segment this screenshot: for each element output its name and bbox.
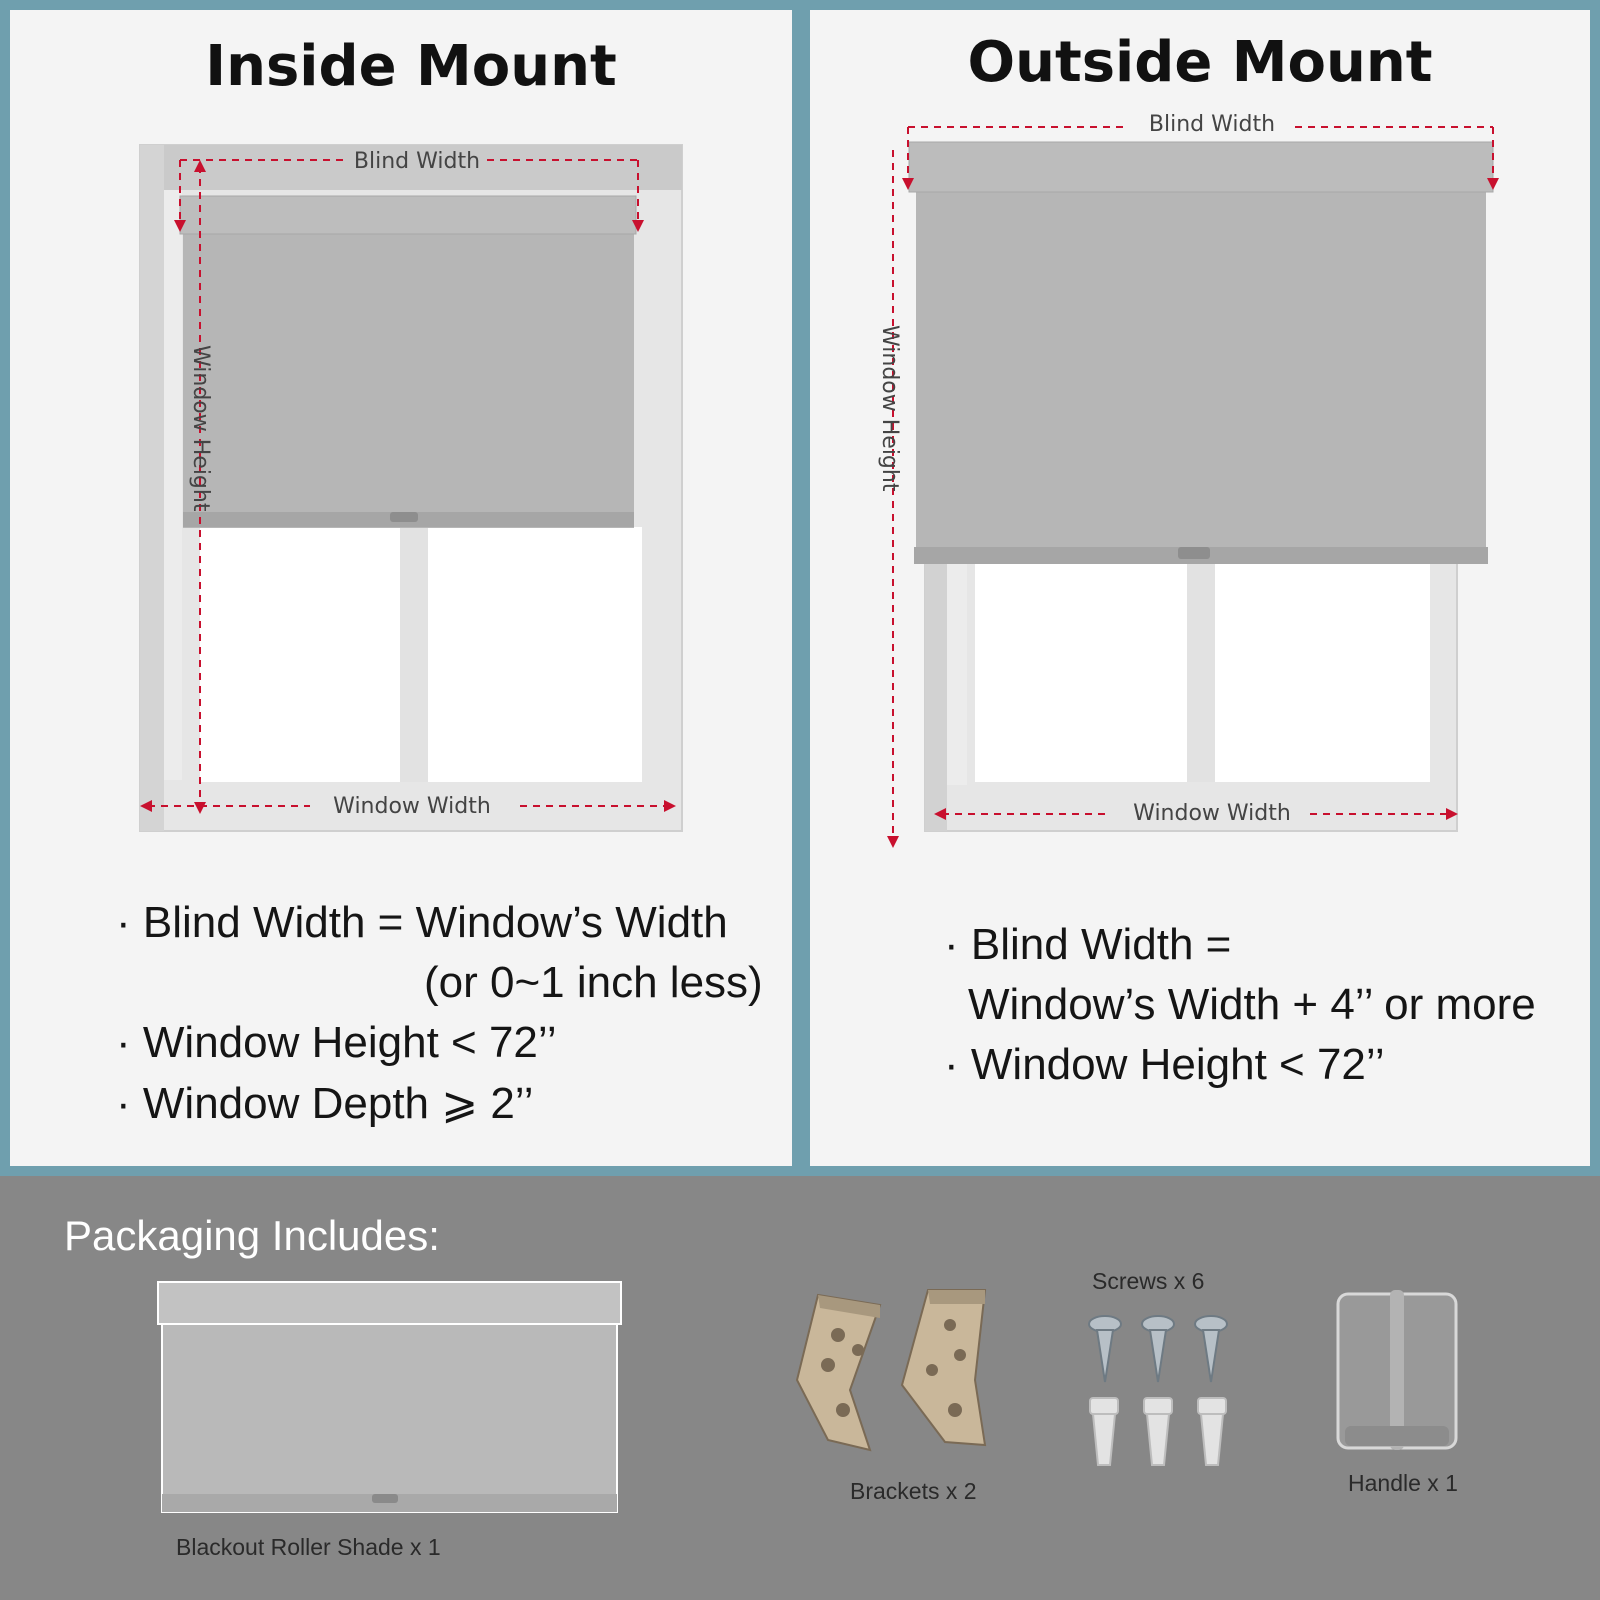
outside-blind-width-label: Blind Width [1148, 112, 1276, 137]
inside-window-width-label: Window Width [333, 794, 491, 819]
package-anchors [1090, 1398, 1226, 1465]
package-roller-shade [158, 1282, 621, 1512]
outside-window-height-label: Window Height [877, 325, 902, 492]
anchor-2 [1144, 1398, 1172, 1465]
outside-bullet-1: · Blind Width = [944, 920, 1232, 969]
outside-mount-title: Outside Mount [967, 30, 1433, 95]
inside-mount-title: Inside Mount [205, 34, 617, 99]
inside-bullet-3: · Window Depth ⩾ 2’’ [116, 1079, 534, 1128]
screw-3 [1195, 1316, 1227, 1382]
package-bracket-right [902, 1290, 985, 1445]
anchor-1 [1090, 1398, 1118, 1465]
outside-bullet-1-cont: Window’s Width + 4’’ or more [968, 980, 1536, 1029]
package-bracket-left [797, 1295, 880, 1450]
inside-window-height-label: Window Height [188, 345, 213, 512]
inside-bullet-2: · Window Height < 72’’ [116, 1018, 557, 1067]
screw-1 [1089, 1316, 1121, 1382]
caption-handle: Handle x 1 [1348, 1470, 1458, 1496]
inside-bullet-1: · Blind Width = Window’s Width [116, 898, 728, 947]
caption-brackets: Brackets x 2 [850, 1478, 977, 1504]
packaging-title: Packaging Includes: [64, 1212, 440, 1259]
anchor-3 [1198, 1398, 1226, 1465]
outside-window-width-label: Window Width [1133, 801, 1291, 826]
caption-roller-shade: Blackout Roller Shade x 1 [176, 1534, 441, 1560]
inside-bullet-1-cont: (or 0~1 inch less) [424, 958, 763, 1007]
outside-bullet-2: · Window Height < 72’’ [944, 1040, 1385, 1089]
package-handle [1338, 1290, 1456, 1450]
package-screws [1089, 1316, 1227, 1382]
screw-2 [1142, 1316, 1174, 1382]
inside-blind-width-label: Blind Width [353, 149, 481, 174]
caption-screws: Screws x 6 [1092, 1268, 1205, 1294]
